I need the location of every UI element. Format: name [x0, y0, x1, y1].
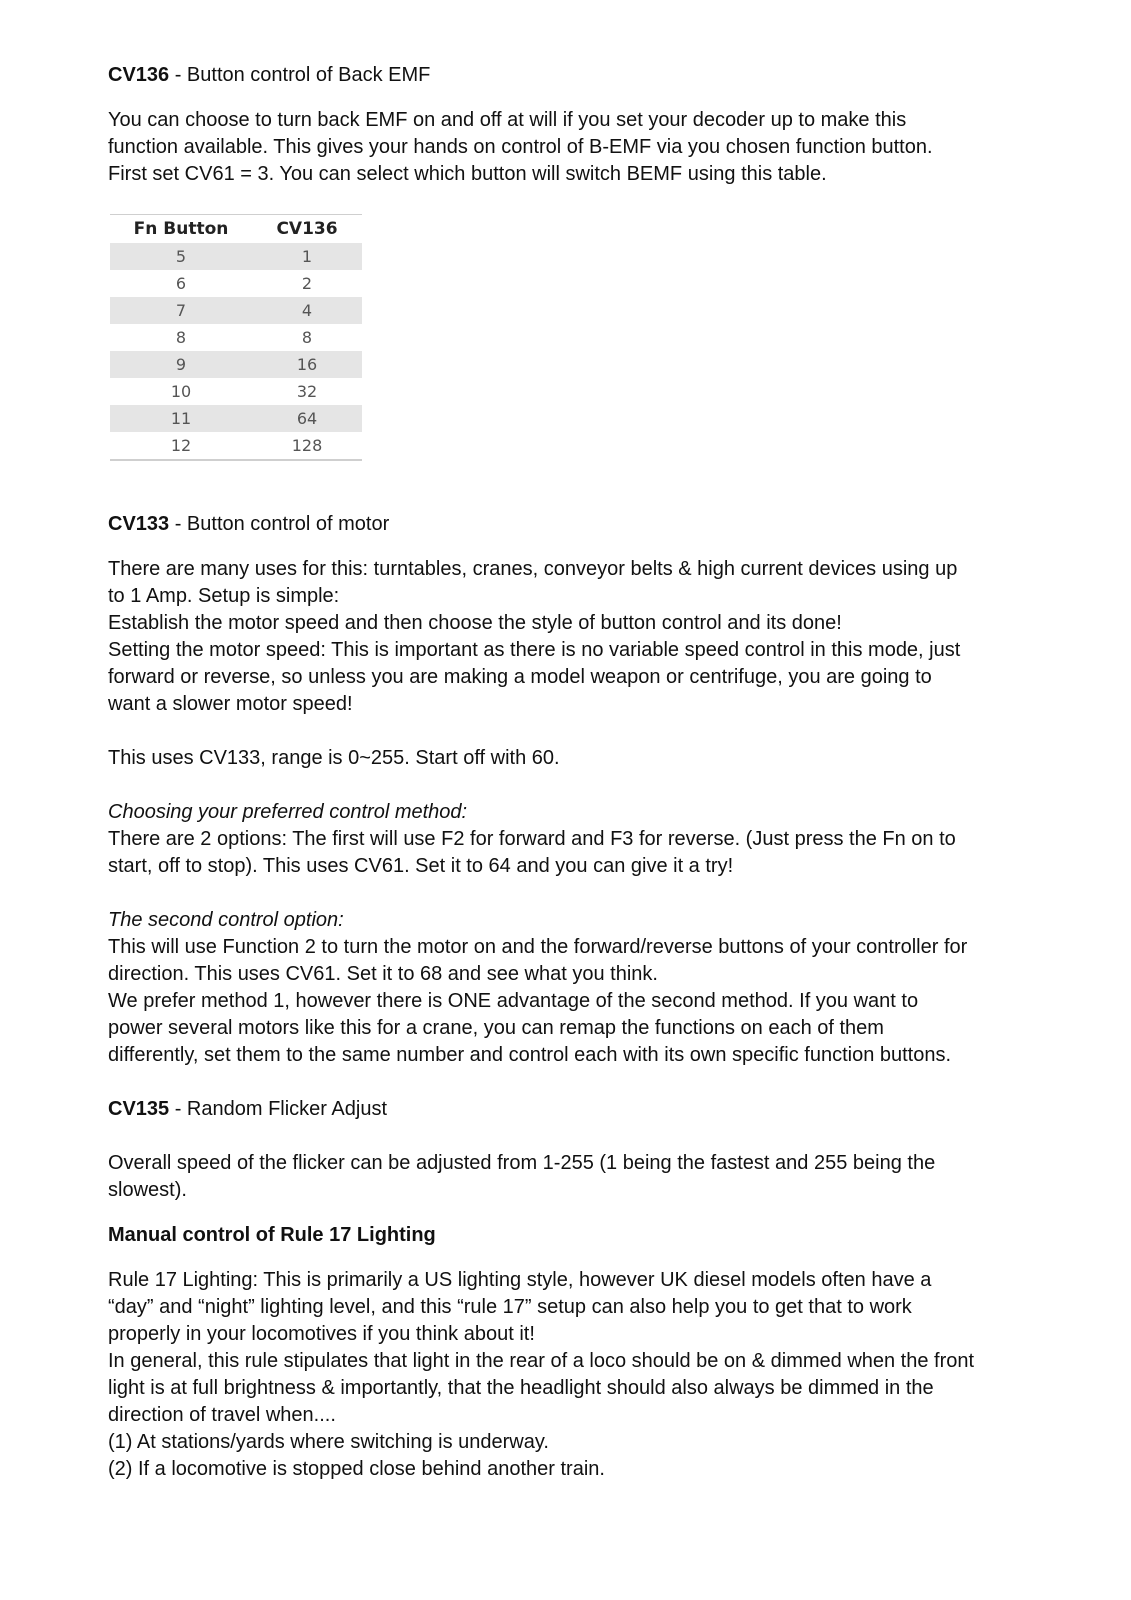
- table-cell: 16: [252, 351, 362, 378]
- table-row: [110, 270, 362, 297]
- control-method-heading: Choosing your preferred control method:: [108, 801, 468, 823]
- text-line: First set CV61 = 3. You can select which button will switch BEMF using this table.: [108, 163, 827, 185]
- text-line: Setting the motor speed: This is important as there is no variable speed control in this mode, just: [108, 639, 961, 661]
- text-line: slowest).: [108, 1179, 187, 1201]
- cv133-range-text: This uses CV133, range is 0~255. Start off with 60.: [108, 747, 560, 769]
- text-line: Rule 17 Lighting: This is primarily a US lighting style, however UK diesel models often have a: [108, 1269, 932, 1291]
- table-row: [110, 378, 362, 405]
- table-cell: 2: [301, 274, 313, 293]
- table-cell: 12: [110, 432, 252, 460]
- table-cell: 5: [110, 243, 252, 270]
- text-line: In general, this rule stipulates that light in the rear of a loco should be on & dimmed when the front: [108, 1350, 975, 1372]
- table-header-fn-button: Fn Button: [110, 215, 252, 244]
- text-line: Establish the motor speed and then choose the style of button control and its done!: [108, 612, 842, 634]
- text-line: differently, set them to the same number and control each with its own specific function buttons.: [108, 1044, 952, 1066]
- cv133-title: - Button control of motor: [169, 513, 390, 535]
- cv136-title: - Button control of Back EMF: [169, 64, 431, 86]
- text-line: You can choose to turn back EMF on and off at will if you set your decoder up to make this: [108, 109, 907, 131]
- table-cell: 8: [301, 328, 313, 347]
- table-row: [110, 324, 362, 351]
- text-line: to 1 Amp. Setup is simple:: [108, 585, 340, 607]
- control-method-paragraph: [108, 826, 1038, 880]
- text-line: There are many uses for this: turntables, cranes, conveyor belts & high current devices using up: [108, 558, 958, 580]
- text-line: direction of travel when....: [108, 1404, 336, 1426]
- table-row: [110, 432, 362, 460]
- text-line: want a slower motor speed!: [108, 693, 353, 715]
- table-row: [110, 243, 362, 270]
- table-cell: 9: [110, 351, 252, 378]
- table-cell: 8: [175, 328, 187, 347]
- text-line: direction. This uses CV61. Set it to 68 and see what you think.: [108, 963, 658, 985]
- table-row: [110, 351, 362, 378]
- text-line: properly in your locomotives if you think about it!: [108, 1323, 535, 1345]
- text-line: (1) At stations/yards where switching is underway.: [108, 1431, 549, 1453]
- cv133-heading: [108, 511, 1038, 538]
- rule17-heading: Manual control of Rule 17 Lighting: [108, 1224, 436, 1246]
- cv135-code: CV135: [108, 1098, 170, 1120]
- table-cell: 1: [252, 243, 362, 270]
- text-line: This will use Function 2 to turn the motor on and the forward/reverse buttons of your controller for: [108, 936, 968, 958]
- table-row: [110, 297, 362, 324]
- text-line: We prefer method 1, however there is ONE advantage of the second method. If you want to: [108, 990, 919, 1012]
- cv135-title: - Random Flicker Adjust: [169, 1098, 388, 1120]
- cv136-code: CV136: [108, 64, 170, 86]
- table-cell: 7: [110, 297, 252, 324]
- cv133-code: CV133: [108, 513, 170, 535]
- table-cell: 32: [296, 382, 318, 401]
- text-line: start, off to stop). This uses CV61. Set it to 64 and you can give it a try!: [108, 855, 734, 877]
- text-line: power several motors like this for a crane, you can remap the functions on each of them: [108, 1017, 884, 1039]
- second-option-paragraph: [108, 934, 1038, 1069]
- table-cell: 64: [252, 405, 362, 432]
- table-cell: 10: [170, 382, 192, 401]
- cv135-heading: [108, 1096, 1038, 1123]
- table-row: [110, 405, 362, 432]
- cv136-heading: [108, 62, 1038, 89]
- table-cell: 128: [252, 432, 362, 460]
- text-line: “day” and “night” lighting level, and this “rule 17” setup can also help you to get that to work: [108, 1296, 912, 1318]
- second-option-heading: The second control option:: [108, 909, 344, 931]
- text-line: (2) If a locomotive is stopped close behind another train.: [108, 1458, 605, 1480]
- rule17-paragraph: [108, 1267, 1038, 1483]
- text-line: light is at full brightness & importantly, that the headlight should also always be dimmed in the: [108, 1377, 934, 1399]
- cv136-paragraph: [108, 107, 1038, 188]
- fn-button-table: [110, 214, 362, 461]
- table-cell: 11: [110, 405, 252, 432]
- text-line: function available. This gives your hands on control of B-EMF via you chosen function button.: [108, 136, 933, 158]
- text-line: forward or reverse, so unless you are making a model weapon or centrifuge, you are going to: [108, 666, 932, 688]
- text-line: There are 2 options: The first will use F2 for forward and F3 for reverse. (Just press the Fn on to: [108, 828, 956, 850]
- text-line: Overall speed of the flicker can be adjusted from 1-255 (1 being the fastest and 255 being the: [108, 1152, 936, 1174]
- table-cell: 6: [175, 274, 187, 293]
- cv133-paragraph: [108, 556, 1038, 718]
- cv135-paragraph: [108, 1150, 1038, 1204]
- table-cell: 4: [252, 297, 362, 324]
- table-header-row: [110, 215, 362, 244]
- table-header-cv136: CV136: [252, 215, 362, 244]
- document-page: [108, 62, 1038, 1483]
